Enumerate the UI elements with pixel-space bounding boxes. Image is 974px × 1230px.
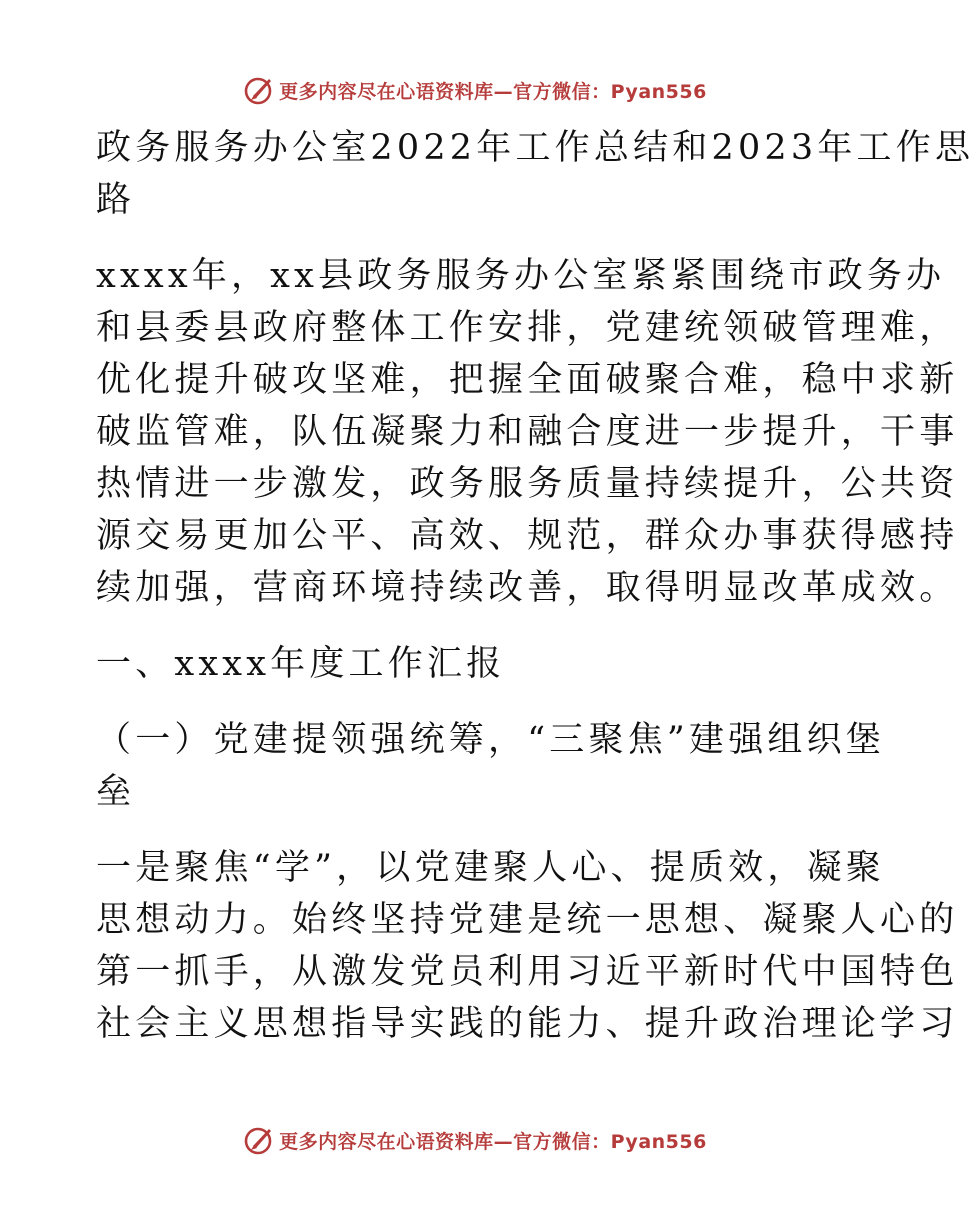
subsection-heading [96,714,885,818]
quill-logo-icon [243,1124,275,1156]
text-line: 优化提升破攻坚难，把握全面破聚合难，稳中求新 [96,360,959,400]
intro-paragraph [96,250,959,614]
document-title [96,122,974,226]
text-line: 破监管难，队伍凝聚力和融合度进一步提升，干事 [96,412,959,452]
document-body [96,122,974,1074]
watermark-footer [0,1120,950,1160]
text-line: 一是聚焦“学”，以党建聚人心、提质效，凝聚 [96,848,885,888]
heading-line: （一）党建提领强统筹，“三聚焦”建强组织堡 [96,720,885,760]
body-paragraph [96,842,959,1050]
section-heading [96,638,856,690]
text-line: 社会主义思想指导实践的能力、提升政治理论学习 [96,1004,959,1044]
watermark-text: 更多内容尽在心语资料库—官方微信：Pyan556 [279,80,707,103]
watermark-text: 更多内容尽在心语资料库—官方微信：Pyan556 [279,1130,707,1153]
title-line: 政务服务办公室2022年工作总结和2023年工作思 [96,128,974,168]
heading-line: 一、xxxx年度工作汇报 [96,644,506,684]
text-line: xxxx年，xx县政务服务办公室紧紧围绕市政务办 [96,256,946,296]
text-line: 第一抓手，从激发党员利用习近平新时代中国特色 [96,952,959,992]
text-line: 源交易更加公平、高效、规范，群众办事获得感持 [96,516,959,556]
text-line: 热情进一步激发，政务服务质量持续提升，公共资 [96,464,959,504]
watermark-header [0,70,950,110]
title-line: 路 [96,180,136,220]
text-line: 和县委县政府整体工作安排，党建统领破管理难， [96,308,959,348]
quill-logo-icon [243,74,275,106]
text-line: 思想动力。始终坚持党建是统一思想、凝聚人心的 [96,900,959,940]
text-line: 续加强，营商环境持续改善，取得明显改革成效。 [96,568,959,608]
heading-line: 垒 [96,772,136,812]
